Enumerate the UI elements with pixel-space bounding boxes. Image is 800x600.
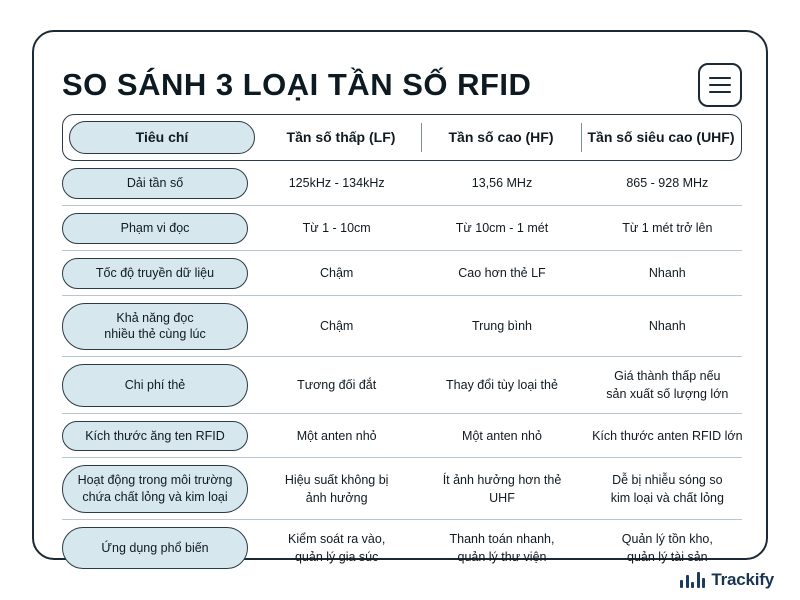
row-criterion: Ứng dụng phổ biến — [62, 527, 248, 569]
row-values — [254, 520, 750, 576]
comparison-card — [32, 30, 768, 565]
row-values — [254, 458, 750, 520]
row-criterion: Khả năng đọc nhiều thẻ cùng lúc — [62, 303, 248, 351]
table-row — [54, 458, 750, 520]
row-criterion: Chi phí thẻ — [62, 364, 248, 406]
cell-hf: Trung bình — [471, 319, 532, 334]
cell-lf: Chậm — [319, 319, 354, 334]
cell-lf: Từ 1 - 10cm — [302, 221, 371, 236]
row-values — [254, 206, 750, 251]
row-values — [254, 357, 750, 413]
row-criterion: Phạm vi đọc — [62, 213, 248, 244]
row-values — [254, 414, 750, 459]
table-row — [54, 206, 750, 251]
bar-chart-logo-icon — [680, 570, 705, 588]
hamburger-menu-icon[interactable] — [698, 63, 742, 107]
menu-line — [709, 91, 731, 93]
table-header-row — [62, 114, 742, 161]
header-values — [261, 115, 741, 160]
cell-uhf: Quản lý tồn kho, quản lý tài sản — [621, 532, 713, 565]
column-header-lf: Tần số thấp (LF) — [286, 129, 396, 146]
cell-uhf: Nhanh — [648, 266, 686, 281]
cell-uhf: Dễ bị nhiễu sóng so kim loại và chất lỏng — [610, 473, 724, 506]
menu-line — [709, 77, 731, 79]
row-values — [254, 161, 750, 206]
card-header — [62, 54, 742, 116]
cell-hf: Cao hơn thẻ LF — [458, 266, 546, 281]
table-row — [54, 161, 750, 206]
column-header-hf: Tần số cao (HF) — [421, 117, 581, 157]
cell-hf: Thanh toán nhanh, quản lý thư viện — [449, 532, 555, 565]
cell-uhf: Kích thước anten RFID lớn — [592, 428, 743, 443]
menu-line — [709, 84, 731, 86]
page-title: SO SÁNH 3 LOẠI TẦN SỐ RFID — [62, 67, 532, 102]
cell-lf: Một anten nhỏ — [296, 428, 377, 443]
table-row — [54, 296, 750, 358]
table-row — [54, 251, 750, 296]
cell-uhf: Giá thành thấp nếu sản xuất số lượng lớn — [606, 369, 729, 402]
row-criterion: Tốc độ truyền dữ liệu — [62, 258, 248, 289]
row-values — [254, 251, 750, 296]
table-row — [54, 414, 750, 459]
cell-lf: Tương đối đắt — [297, 378, 377, 393]
cell-lf: Kiểm soát ra vào, quản lý gia súc — [288, 532, 386, 565]
cell-hf: Từ 10cm - 1 mét — [455, 221, 549, 236]
cell-hf: 13,56 MHz — [471, 176, 533, 191]
cell-hf: Ít ảnh hưởng hơn thẻ UHF — [442, 473, 562, 506]
cell-uhf: Từ 1 mét trở lên — [622, 221, 713, 236]
brand-name: Trackify — [711, 570, 774, 589]
cell-hf: Một anten nhỏ — [462, 428, 542, 443]
cell-hf: Thay đổi tùy loại thẻ — [446, 378, 558, 393]
row-criterion: Dải tần số — [62, 168, 248, 199]
cell-uhf: Nhanh — [648, 319, 686, 334]
comparison-table — [54, 114, 750, 576]
cell-lf: 125kHz - 134kHz — [288, 176, 385, 191]
brand-logo — [680, 570, 774, 588]
row-values — [254, 296, 750, 358]
column-header-criterion: Tiêu chí — [69, 121, 255, 154]
column-header-uhf: Tần số siêu cao (UHF) — [581, 117, 741, 157]
table-row — [54, 357, 750, 413]
cell-uhf: 865 - 928 MHz — [626, 176, 709, 191]
table-row — [54, 520, 750, 576]
row-criterion: Kích thước ăng ten RFID — [62, 421, 248, 452]
cell-lf: Chậm — [319, 266, 354, 281]
cell-lf: Hiệu suất không bị ảnh hưởng — [284, 473, 389, 506]
row-criterion: Hoạt động trong môi trường chứa chất lỏng và kim loại — [62, 465, 248, 513]
